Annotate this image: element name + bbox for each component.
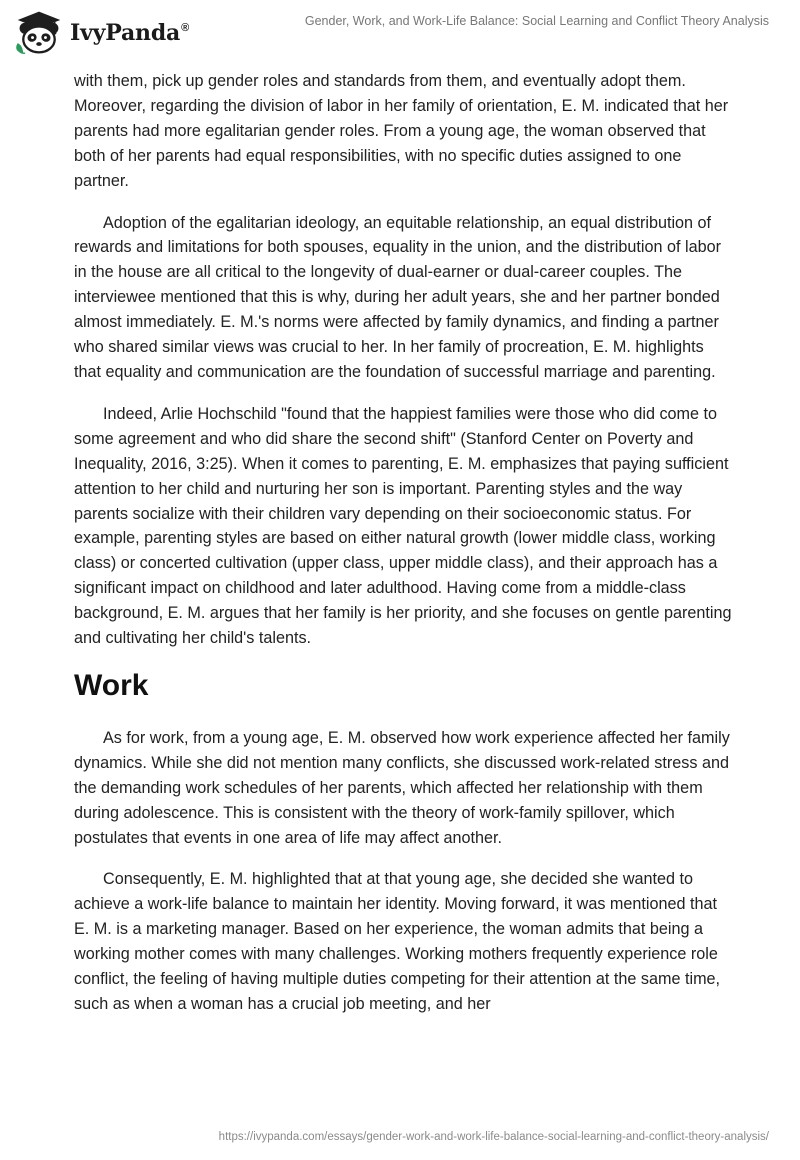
logo-text: IvyPanda®	[69, 20, 189, 46]
registered-mark: ®	[181, 22, 189, 34]
paragraph-hochschild: Indeed, Arlie Hochschild "found that the happiest families were those who did come to some agreement and who did share the second shift" (Stanford Center on Poverty and Inequality, 2016, 3:25). When it comes to parenting, E. M. emphasizes that paying sufficient attention to her child and nurturing her son is important. Parenting styles and the way parents socialize with their children vary depending on their socioeconomic status. For example, parenting styles are based on either natural growth (lower middle class, working class) or concerted cultivation (upper class, upper middle class), and their approach has a significant impact on childhood and later adulthood. Having come from a middle-class background, E. M. argues that her family is her priority, and she focuses on gentle parenting and cultivating her child's talents.	[74, 404, 732, 648]
paragraph-work-life-balance: Consequently, E. M. highlighted that at that young age, she decided she wanted to achieve a work-life balance to maintain her identity. Moving forward, it was mentioned that E. M. is a marketing manager. Based on her experience, the woman admits that being a working mother comes with many challenges. Working mothers frequently experience role conflict, the feeling of having multiple duties competing for their attention at the same time, such as when a woman has a crucial job meeting, and her	[74, 870, 721, 1013]
essay-content	[74, 69, 734, 1034]
page-header	[0, 0, 800, 64]
source-url[interactable]: https://ivypanda.com/essays/gender-work-and-work-life-balance-social-learning-and-conflict-theory-analysis/	[218, 1131, 769, 1143]
section-heading-work: Work	[74, 668, 149, 702]
ivypanda-logo[interactable]	[14, 8, 189, 56]
paragraph-continuation: with them, pick up gender roles and standards from them, and eventually adopt them. Moreover, regarding the division of labor in her family of orientation, E. M. indicated that her parents had more egalitarian gender roles. From a young age, the woman observed that both of her parents had equal responsibilities, with no specific duties assigned to one partner.	[74, 72, 729, 190]
document-title: Gender, Work, and Work-Life Balance: Social Learning and Conflict Theory Analysis	[304, 14, 769, 28]
paragraph-egalitarian: Adoption of the egalitarian ideology, an equitable relationship, an equal distribution of rewards and limitations for both spouses, equality in the union, and the distribution of labor in the house are all critical to the longevity of dual-earner or dual-career couples. The interviewee mentioned that this is why, during her adult years, she and her partner bonded almost immediately. E. M.'s norms were affected by family dynamics, and finding a partner who shared similar views was crucial to her. In her family of procreation, E. M. highlights that equality and communication are the foundation of successful marriage and parenting.	[74, 213, 721, 381]
paragraph-work-spillover: As for work, from a young age, E. M. observed how work experience affected her family dynamics. While she did not mention many conflicts, she discussed work-related stress and the demanding work schedules of her parents, which affected her relationship with them during adolescence. This is consistent with the theory of work-family spillover, which postulates that events in one area of life may affect another.	[74, 728, 730, 847]
panda-graduate-icon	[14, 8, 64, 56]
